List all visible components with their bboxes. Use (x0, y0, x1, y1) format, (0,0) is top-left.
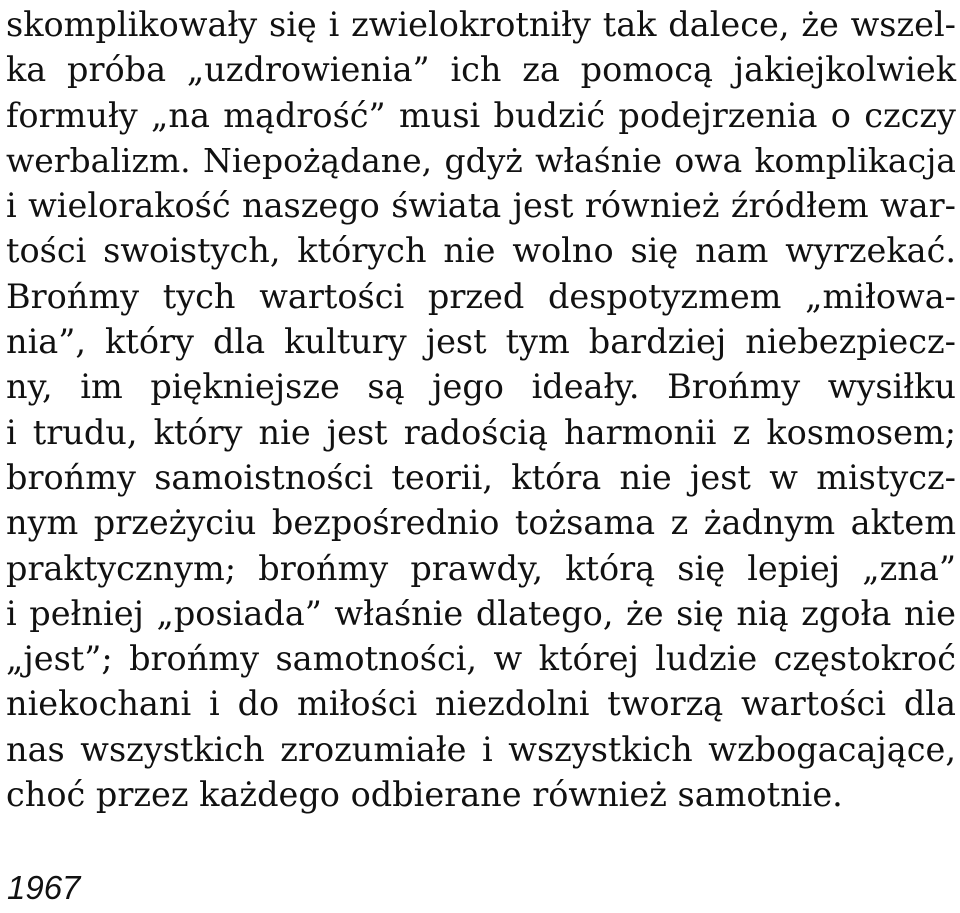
text-line-11: brońmy samoistności teorii, która nie jest w mistycz- (6, 457, 956, 497)
text-line-10: i trudu, który nie jest radością harmonii z kosmosem; (6, 412, 956, 452)
text-line-13: praktycznym; brońmy prawdy, którą się lepiej „zna” (6, 548, 956, 588)
text-line-3: formuły „na mądrość” musi budzić podejrzenia o czczy (6, 95, 956, 135)
text-line-18: choć przez każdego odbierane również samotnie. (6, 775, 843, 815)
text-line-4: werbalizm. Niepożądane, gdyż właśnie owa komplikacja (6, 140, 956, 180)
text-line-15: „jest”; brońmy samotności, w której ludzie częstokroć (6, 639, 956, 679)
text-line-5: i wielorakość naszego świata jest również źródłem war- (6, 186, 956, 226)
text-line-2: ka próba „uzdrowienia” ich za pomocą jakiejkolwiek (6, 50, 956, 90)
text-line-16: niekochani i do miłości niezdolni tworzą wartości dla (6, 684, 956, 724)
text-line-8: nia”, który dla kultury jest tym bardziej niebezpiecz- (6, 322, 956, 362)
text-line-6: tości swoistych, których nie wolno się nam wyrzekać. (6, 231, 956, 271)
text-line-9: ny, im piękniejsze są jego ideały. Brońmy wysiłku (6, 367, 956, 407)
text-line-14: i pełniej „posiada” właśnie dlatego, że się nią zgoła nie (6, 593, 956, 633)
text-line-7: Brońmy tych wartości przed despotyzmem „miłowa- (6, 276, 956, 316)
body-text (6, 2, 956, 817)
text-line-17: nas wszystkich zrozumiałe i wszystkich wzbogacające, (6, 729, 956, 769)
text-line-1: skomplikowały się i zwielokrotniły tak dalece, że wszel- (6, 5, 956, 44)
year-label: 1967 (7, 869, 81, 906)
text-line-12: nym przeżyciu bezpośrednio tożsama z żadnym aktem (6, 503, 956, 543)
